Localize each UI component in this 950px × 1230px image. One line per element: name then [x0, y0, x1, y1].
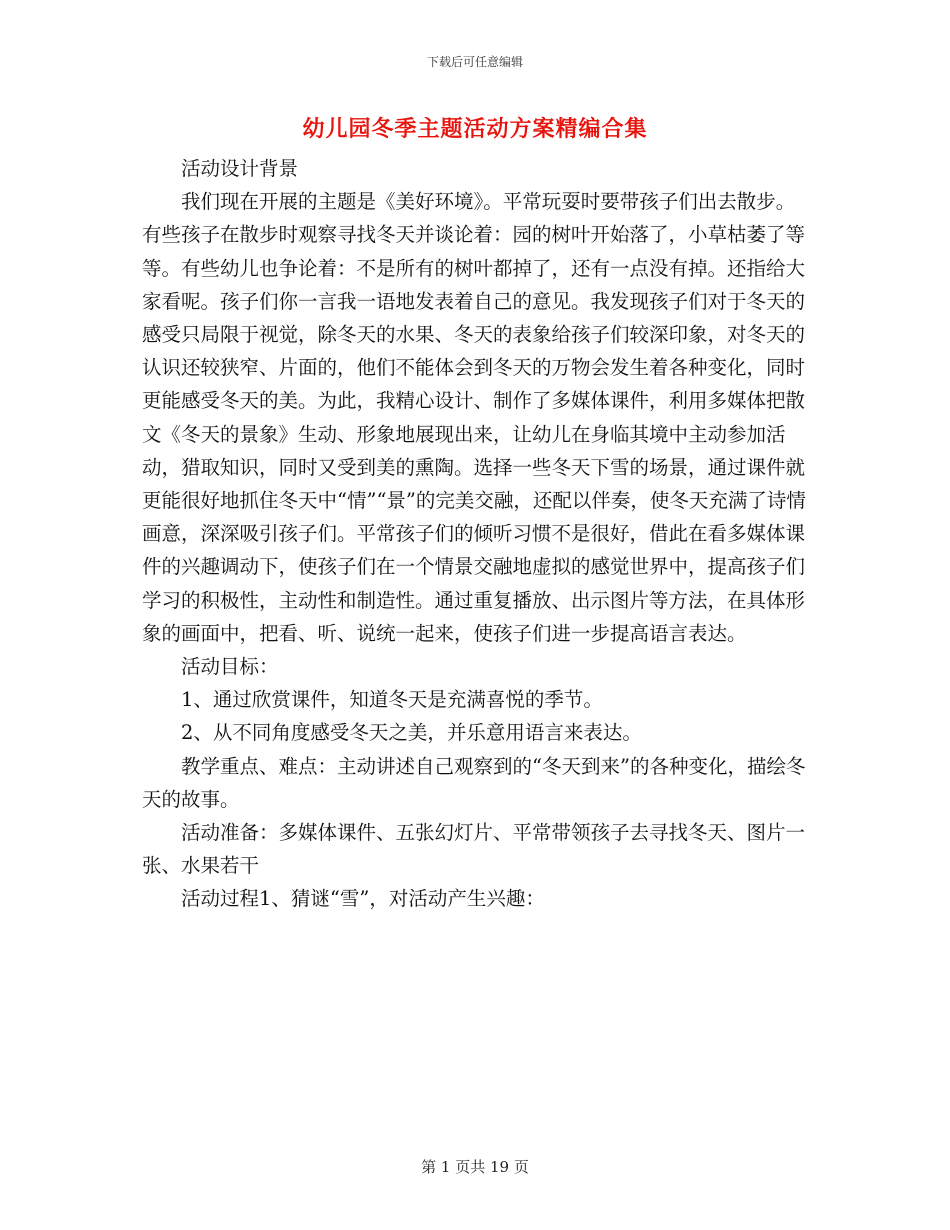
- page-footer: 第 1 页共 19 页: [421, 1158, 529, 1176]
- process-paragraph: 活动过程1、猜谜“雪”，对活动产生兴趣：: [181, 887, 545, 911]
- section-heading-background: 活动设计背景: [181, 157, 299, 180]
- goal-item-1: 1、通过欣赏课件，知道冬天是充满喜悦的季节。: [181, 688, 603, 712]
- section-heading-goals: 活动目标：: [181, 655, 279, 679]
- document-title: 幼儿园冬季主题活动方案精编合集: [302, 116, 648, 142]
- document-body: [142, 152, 812, 916]
- key-points-paragraph: 教学重点、难点：主动讲述自己观察到的“冬天到来”的各种变化，描绘冬天的故事。: [142, 754, 806, 811]
- goal-item-2: 2、从不同角度感受冬天之美，并乐意用语言来表达。: [181, 721, 642, 745]
- preparation-paragraph: 活动准备：多媒体课件、五张幻灯片、平常带领孩子去寻找冬天、图片一张、水果若干: [142, 821, 806, 878]
- background-paragraph: 我们现在开展的主题是《美好环境》。平常玩耍时要带孩子们出去散步。有些孩子在散步时观察寻找冬天并谈论着：园的树叶开始落了，小草枯萎了等等。有些幼儿也争论着：不是所有的树叶都掉了，还有一点没有掉。还指给大家看呢。孩子们你一言我一语地发表着自己的意见。我发现孩子们对于冬天的感受只局限于视觉，除冬天的水果、冬天的表象给孩子们较深印象，对冬天的认识还较狭窄、片面的，他们不能体会到冬天的万物会发生着各种变化，同时更能感受冬天的美。为此，我精心设计、制作了多媒体课件，利用多媒体把散文《冬天的景象》生动、形象地展现出来，让幼儿在身临其境中主动参加活动，猎取知识，同时又受到美的熏陶。选择一些冬天下雪的场景，通过课件就更能很好地抓住冬天中“情”“景”的完美交融，还配以伴奏，使冬天充满了诗情画意，深深吸引孩子们。平常孩子们的倾听习惯不是很好，借此在看多媒体课件的兴趣调动下，使孩子们在一个情景交融地虚拟的感觉世界中，提高孩子们学习的积极性，主动性和制造性。通过重复播放、出示图片等方法，在具体形象的画面中，把看、听、说统一起来，使孩子们进一步提高语言表达。: [142, 190, 806, 645]
- header-note: 下载后可任意编辑: [426, 55, 523, 69]
